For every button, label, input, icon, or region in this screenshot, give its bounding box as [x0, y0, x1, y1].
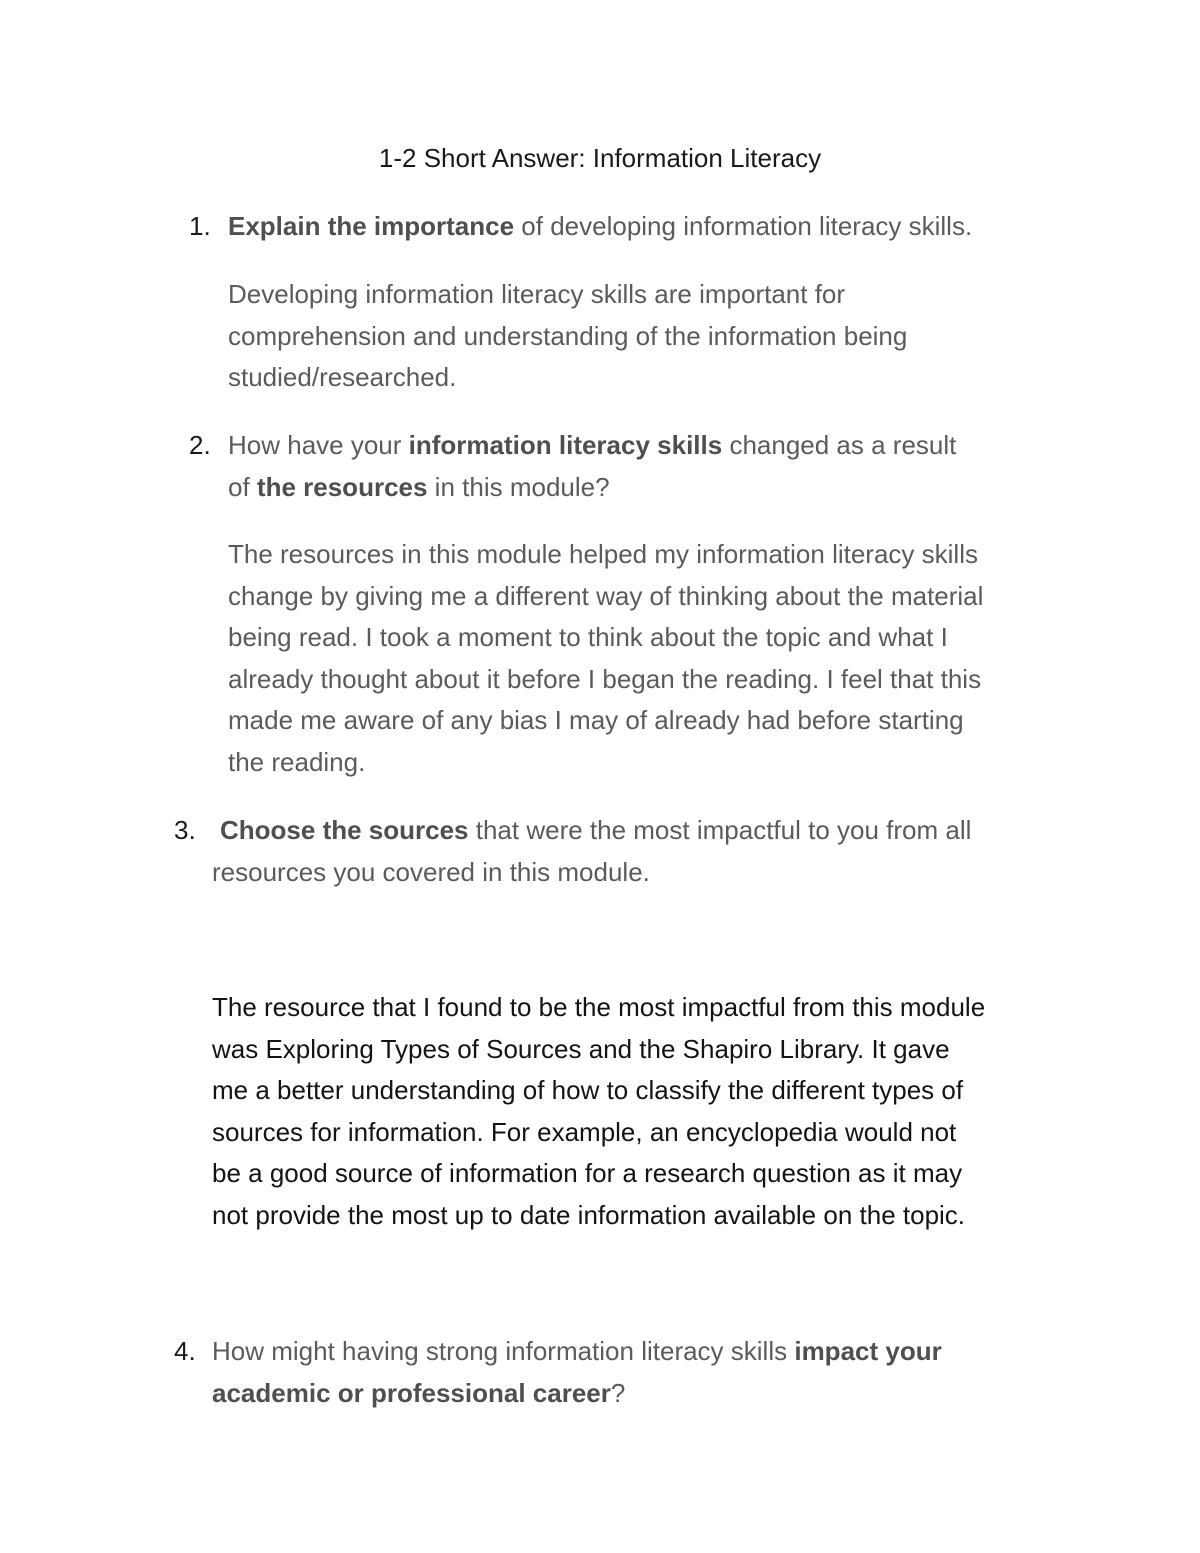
answer-3-line: me a better understanding of how to classify the different types of — [212, 1075, 964, 1105]
question-1-emphasis: Explain the importance — [228, 211, 515, 241]
page-title: 1-2 Short Answer: Information Literacy — [378, 143, 822, 173]
question-2-emphasis: information literacy skills — [408, 430, 723, 460]
answer-1-line: studied/researched. — [228, 362, 457, 392]
question-1 — [228, 206, 972, 248]
question-2-line — [228, 425, 956, 467]
question-2-text: changed as a result — [722, 430, 957, 460]
answer-1 — [228, 274, 907, 399]
question-2 — [228, 425, 956, 508]
question-1-number: 1. — [189, 211, 211, 241]
question-3-line: resources you covered in this module. — [212, 856, 650, 887]
question-2-text: in this module? — [427, 471, 610, 502]
answer-2 — [228, 534, 983, 783]
question-1-line — [228, 206, 972, 248]
answer-3 — [212, 987, 985, 1236]
answer-2-line: change by giving me a different way of thinking about the material — [228, 580, 984, 611]
question-2-text: of — [228, 471, 257, 502]
question-4-line — [212, 1373, 942, 1415]
answer-3-line: not provide the most up to date information available on the topic. — [212, 1199, 966, 1230]
question-4-number: 4. — [174, 1336, 196, 1366]
answer-2-line: the reading. — [228, 746, 366, 777]
answer-3-line: be a good source of information for a research question as it may — [212, 1158, 963, 1188]
question-2-line — [228, 467, 956, 509]
answer-3-line: sources for information. For example, an encyclopedia would not — [212, 1116, 957, 1147]
question-1-text: of developing information literacy skills. — [514, 211, 973, 241]
answer-1-line: Developing information literacy skills are important for — [228, 279, 846, 309]
question-2-emphasis: the resources — [256, 471, 428, 502]
question-3-number: 3. — [174, 815, 196, 845]
answer-3-line: The resource that I found to be the most impactful from this module — [212, 992, 986, 1022]
question-4-text: ? — [610, 1377, 626, 1408]
question-2-number: 2. — [189, 430, 211, 460]
question-4-emphasis: academic or professional career — [212, 1377, 611, 1408]
question-3-emphasis: Choose the sources — [220, 815, 469, 845]
question-4-line — [212, 1331, 942, 1373]
answer-2-line: made me aware of any bias I may of already had before starting — [228, 705, 964, 735]
answer-2-line: being read. I took a moment to think about the topic and what I — [228, 622, 948, 652]
question-4-text: How might having strong information literacy skills — [212, 1336, 795, 1366]
question-3-line — [212, 810, 971, 852]
question-4 — [212, 1331, 942, 1414]
answer-3-line: was Exploring Types of Sources and the Shapiro Library. It gave — [212, 1033, 950, 1064]
answer-2-line: The resources in this module helped my information literacy skills — [228, 539, 978, 569]
answer-1-line: comprehension and understanding of the information being — [228, 320, 908, 351]
question-3 — [212, 810, 971, 893]
question-2-text: How have your — [228, 430, 409, 460]
answer-2-line: already thought about it before I began the reading. I feel that this — [228, 663, 982, 694]
question-4-emphasis: impact your — [794, 1336, 942, 1366]
question-3-text: that were the most impactful to you from all — [468, 815, 972, 845]
